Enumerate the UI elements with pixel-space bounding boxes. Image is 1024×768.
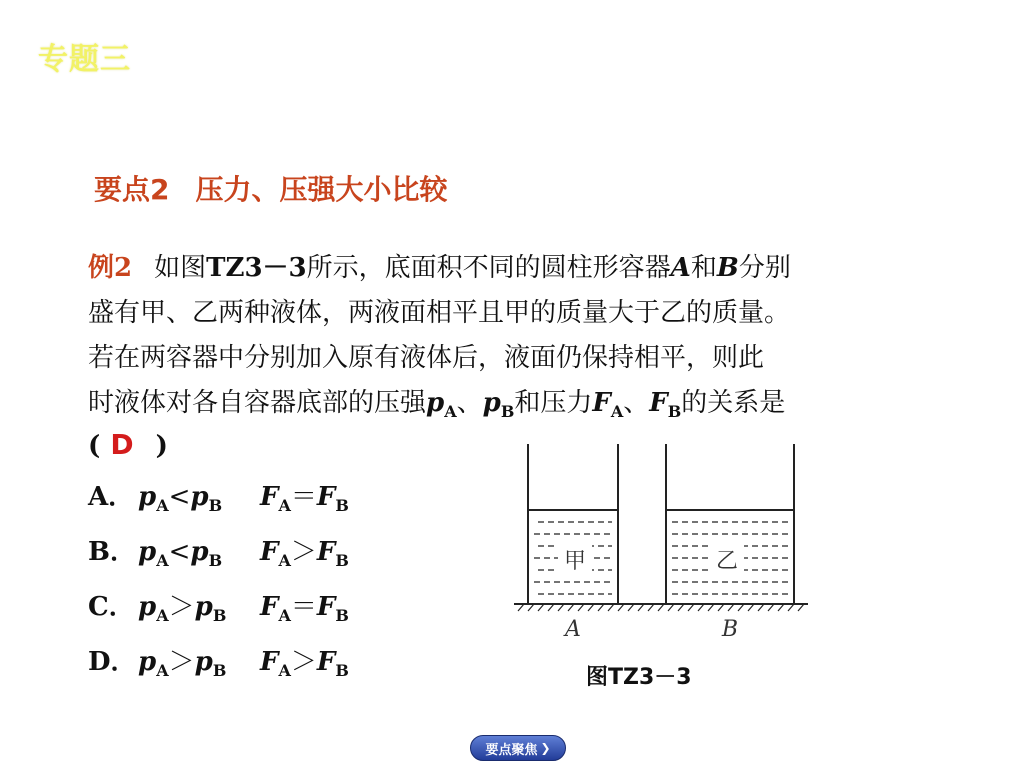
topic-label: 专题三 [38, 42, 131, 77]
container-a [528, 444, 618, 604]
relation: ＞ [290, 537, 317, 567]
text-segment: 所示，底面积不同的圆柱形容器 [306, 253, 671, 283]
subscript: B [667, 402, 682, 421]
container-b [666, 444, 794, 604]
subscript: B [208, 551, 223, 570]
pressure-symbol: p [482, 388, 501, 418]
pressure-symbol: p [426, 388, 445, 418]
option-c [88, 584, 349, 639]
pressure-symbol: p [138, 647, 157, 677]
ground-hatching [518, 604, 804, 611]
question-line-3: 若在两容器中分别加入原有液体后，液面仍保持相平，则此 [88, 343, 765, 373]
section-title [94, 168, 448, 208]
separator: 、 [623, 388, 650, 418]
relation: ＞ [168, 647, 195, 677]
subscript: A [156, 551, 169, 570]
example-label [88, 253, 132, 283]
question-line-4 [88, 381, 928, 426]
answer-row [88, 428, 168, 461]
subscript: B [335, 551, 349, 570]
pressure-symbol: p [138, 482, 157, 512]
option-letter: D． [88, 647, 137, 677]
pressure-symbol: p [138, 592, 157, 622]
figure-caption: 图TZ3－3 [586, 665, 692, 690]
option-d [88, 639, 349, 694]
answer-open-paren: ( [88, 431, 101, 461]
subscript: B [335, 496, 349, 515]
liquid-label-b: 乙 [715, 549, 739, 574]
subscript: A [278, 496, 291, 515]
option-a [88, 474, 349, 529]
subscript: A [610, 402, 624, 421]
section-number: 要点2 [94, 173, 170, 206]
subscript: B [500, 402, 515, 421]
text-segment: 和 [690, 253, 717, 283]
question-line-1 [88, 246, 928, 291]
nav-label: 要点聚焦 [485, 742, 538, 758]
subscript: B [212, 606, 227, 625]
question-line-2: 盛有甲、乙两种液体，两液面相平且甲的质量大于乙的质量。 [88, 298, 791, 328]
relation: < [168, 482, 191, 512]
subscript: A [278, 661, 291, 680]
example-prefix: 例 [88, 253, 115, 283]
container-diagram [508, 440, 818, 650]
force-symbol: F [316, 647, 336, 677]
relation: ＝ [290, 592, 317, 622]
subscript: B [212, 661, 227, 680]
answer-value: D [110, 428, 134, 461]
container-b-ref: B [716, 253, 739, 283]
text-segment: 分别 [738, 253, 791, 283]
options-list [88, 474, 349, 694]
separator: 、 [456, 388, 483, 418]
subscript: B [208, 496, 223, 515]
option-letter: C． [88, 592, 135, 622]
subscript: A [444, 402, 457, 421]
option-letter: A． [88, 482, 135, 512]
text-segment: 如图 [154, 253, 207, 283]
answer-close-paren: ) [155, 431, 168, 461]
option-letter: B． [88, 537, 136, 567]
text-segment: 的关系是 [681, 388, 786, 418]
relation: ＞ [290, 647, 317, 677]
container-label-a: A [565, 617, 581, 642]
key-points-nav-button[interactable] [470, 735, 566, 761]
force-symbol: F [260, 482, 279, 512]
container-a-ref: A [670, 253, 691, 283]
pressure-symbol: p [194, 592, 213, 622]
figure-reference: TZ3－3 [206, 253, 307, 283]
subscript: A [156, 606, 169, 625]
force-symbol: F [316, 592, 336, 622]
subscript: B [335, 606, 349, 625]
force-symbol: F [260, 592, 279, 622]
liquid-label-a: 甲 [563, 549, 587, 574]
subscript: B [335, 661, 349, 680]
option-b [88, 529, 349, 584]
relation: < [168, 537, 191, 567]
subscript: A [278, 606, 291, 625]
chevron-right-icon: ❯ [540, 741, 551, 755]
subscript: A [278, 551, 291, 570]
subscript: A [156, 661, 169, 680]
text-segment: 和压力 [514, 388, 593, 418]
force-symbol: F [260, 537, 279, 567]
question-text [88, 246, 928, 426]
subscript: A [156, 496, 169, 515]
force-symbol: F [316, 537, 336, 567]
force-symbol: F [316, 482, 336, 512]
force-symbol: F [260, 647, 279, 677]
container-label-b: B [721, 617, 739, 642]
text-segment: 时液体对各自容器底部的压强 [88, 388, 427, 418]
example-number: 2 [114, 253, 133, 283]
pressure-symbol: p [190, 537, 209, 567]
pressure-symbol: p [138, 537, 157, 567]
relation: ＞ [168, 592, 195, 622]
force-symbol: F [592, 388, 611, 418]
relation: ＝ [290, 482, 317, 512]
section-heading: 压力、压强大小比较 [195, 173, 448, 206]
pressure-symbol: p [190, 482, 209, 512]
pressure-symbol: p [194, 647, 213, 677]
force-symbol: F [649, 388, 668, 418]
